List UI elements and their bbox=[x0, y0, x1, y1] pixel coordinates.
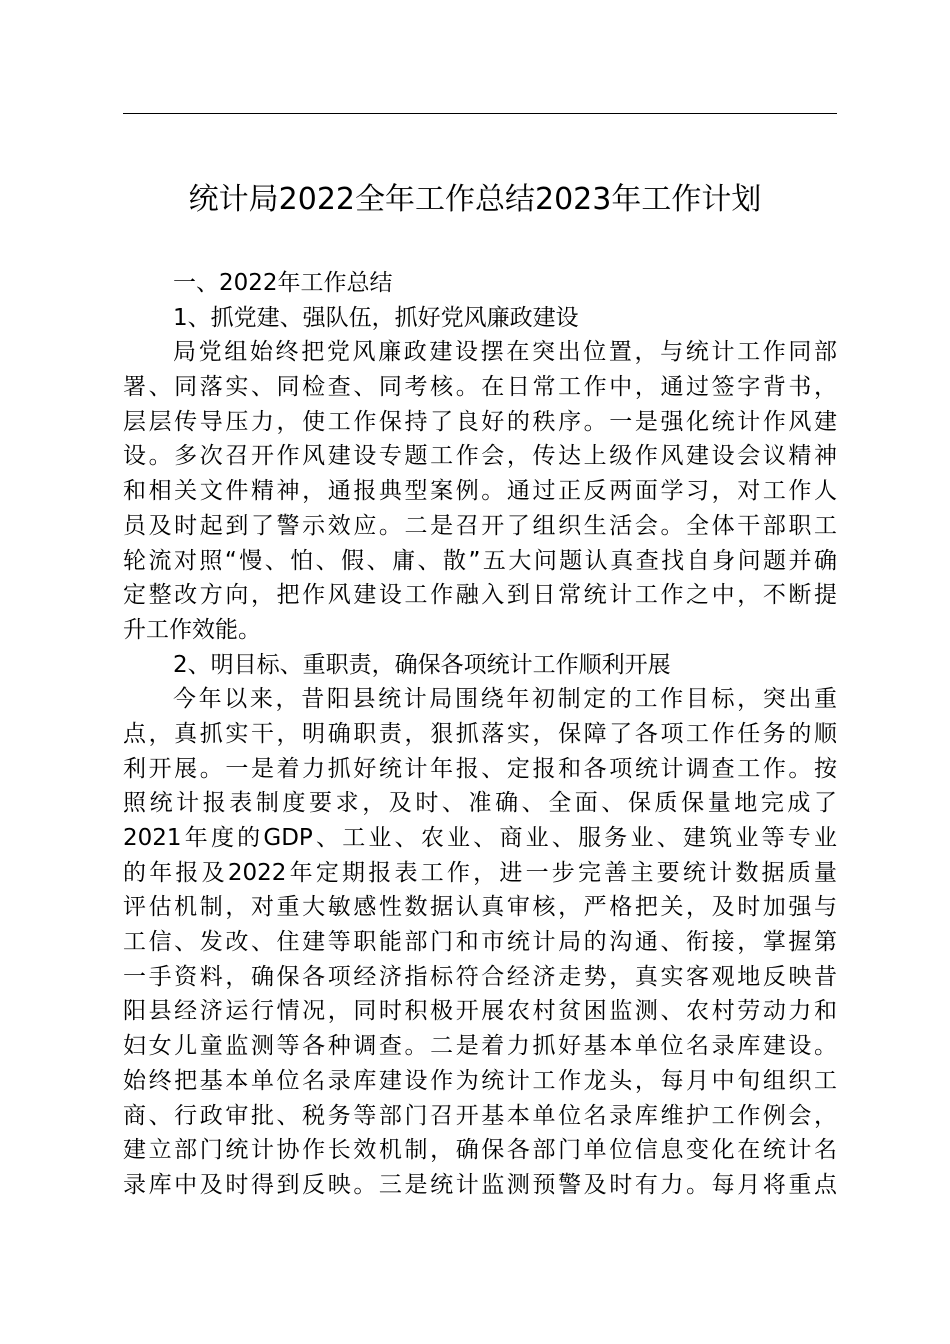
paragraph-line: 一手资料，确保各项经济指标符合经济走势，真实客观地反映昔 bbox=[123, 963, 837, 990]
subsection-2-heading-text: 2、明目标、重职责，确保各项统计工作顺利开展 bbox=[173, 651, 671, 678]
paragraph-line: 工信、发改、住建等职能部门和市统计局的沟通、衔接，掌握第 bbox=[123, 929, 837, 956]
paragraph-line: 商、行政审批、税务等部门召开基本单位名录库维护工作例会， bbox=[123, 1102, 837, 1129]
paragraph-line: 始终把基本单位名录库建设作为统计工作龙头，每月中旬组织工 bbox=[123, 1067, 837, 1094]
document-title: 统计局2022全年工作总结2023年工作计划 bbox=[188, 182, 762, 217]
paragraph-line: 阳县经济运行情况，同时积极开展农村贫困监测、农村劳动力和 bbox=[123, 998, 837, 1025]
paragraph-line: 署、同落实、同检查、同考核。在日常工作中，通过签字背书， bbox=[123, 374, 837, 401]
paragraph-line: 利开展。一是着力抓好统计年报、定报和各项统计调查工作。按 bbox=[123, 755, 837, 782]
subsection-2-heading bbox=[123, 648, 837, 683]
document-body bbox=[123, 266, 837, 1203]
paragraph-line: 2021年度的GDP、工业、农业、商业、服务业、建筑业等专业 bbox=[123, 825, 837, 851]
paragraph-line: 建立部门统计协作长效机制，确保各部门单位信息变化在统计名 bbox=[123, 1137, 837, 1164]
subsection-1-heading bbox=[123, 301, 837, 336]
paragraph-line: 今年以来，昔阳县统计局围绕年初制定的工作目标，突出重 bbox=[173, 686, 837, 713]
subsection-2-paragraph bbox=[123, 682, 837, 1202]
paragraph-line: 设。多次召开作风建设专题工作会，传达上级作风建设会议精神 bbox=[123, 443, 837, 470]
paragraph-line: 局党组始终把党风廉政建设摆在突出位置，与统计工作同部 bbox=[173, 339, 837, 366]
paragraph-line: 的年报及2022年定期报表工作，进一步完善主要统计数据质量 bbox=[123, 859, 837, 886]
paragraph-line: 升工作效能。 bbox=[123, 616, 261, 643]
header-rule bbox=[123, 113, 837, 114]
section-heading bbox=[123, 266, 837, 301]
paragraph-line: 和相关文件精神，通报典型案例。通过正反两面学习，对工作人 bbox=[123, 478, 837, 505]
paragraph-line: 层层传导压力，使工作保持了良好的秩序。一是强化统计作风建 bbox=[123, 408, 837, 435]
subsection-1-heading-text: 1、抓党建、强队伍，抓好党风廉政建设 bbox=[173, 304, 579, 331]
paragraph-line: 录库中及时得到反映。三是统计监测预警及时有力。每月将重点 bbox=[123, 1171, 837, 1198]
paragraph-line: 评估机制，对重大敏感性数据认真审核，严格把关，及时加强与 bbox=[123, 894, 837, 921]
paragraph-line: 员及时起到了警示效应。二是召开了组织生活会。全体干部职工 bbox=[123, 512, 837, 539]
paragraph-line: 定整改方向，把作风建设工作融入到日常统计工作之中，不断提 bbox=[123, 582, 837, 609]
paragraph-line: 照统计报表制度要求，及时、准确、全面、保质保量地完成了 bbox=[123, 790, 837, 817]
paragraph-line: 轮流对照“慢、怕、假、庸、散”五大问题认真查找自身问题并确 bbox=[123, 547, 837, 574]
subsection-1-paragraph bbox=[123, 335, 837, 647]
section-heading-text: 一、2022年工作总结 bbox=[173, 270, 393, 296]
paragraph-line: 点，真抓实干，明确职责，狠抓落实，保障了各项工作任务的顺 bbox=[123, 720, 837, 747]
paragraph-line: 妇女儿童监测等各种调查。二是着力抓好基本单位名录库建设。 bbox=[123, 1033, 837, 1060]
